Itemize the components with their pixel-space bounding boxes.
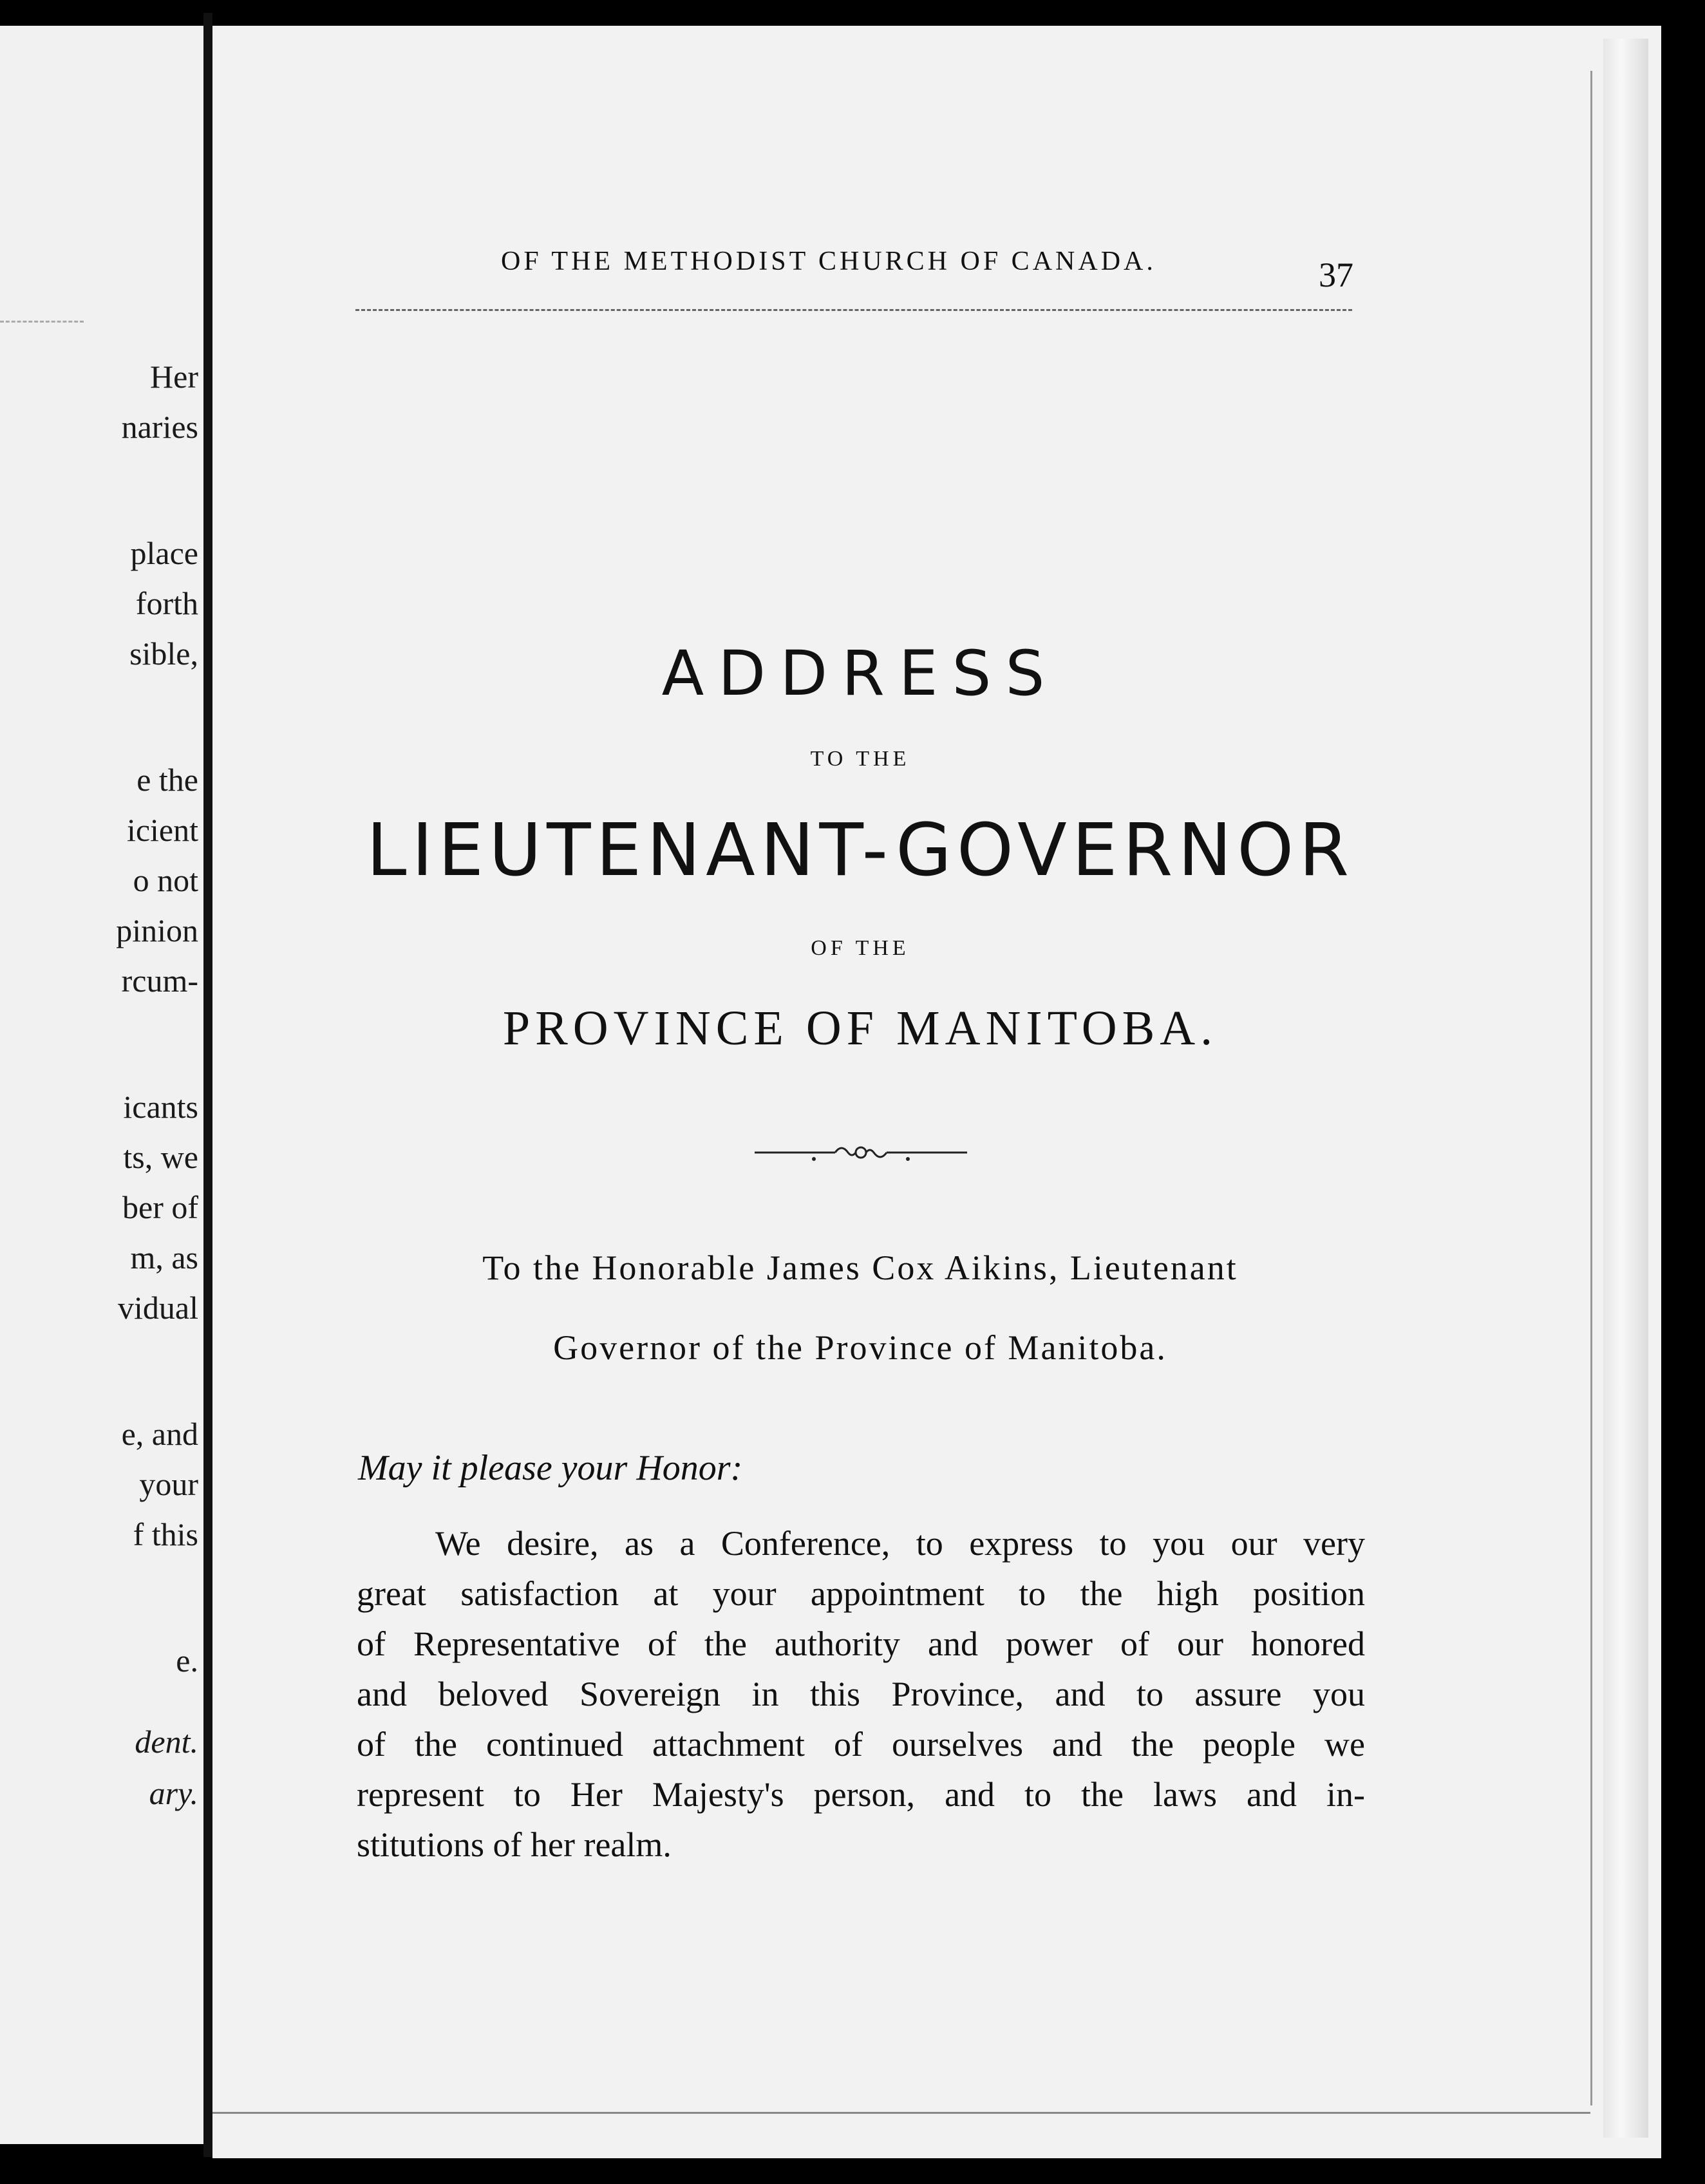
salutation-line: To the Honorable James Cox Aikins, Lieutenant	[482, 1248, 1238, 1287]
ornament-divider	[755, 1141, 967, 1167]
title-to-the: TO THE	[810, 747, 910, 771]
book-gutter	[203, 13, 212, 2157]
left-page-line: vidual	[118, 1290, 198, 1326]
body-line: We desire, as a Conference, to express to you our very	[435, 1524, 1365, 1563]
body-line: of Representative of the authority and power of our honored	[357, 1624, 1365, 1663]
header-rule	[355, 309, 1352, 311]
page-bottom-edge	[212, 2112, 1590, 2114]
left-page-line: e.	[176, 1643, 198, 1679]
body-line: and beloved Sovereign in this Province, and to assure you	[357, 1675, 1365, 1713]
left-page-line: ary.	[149, 1775, 198, 1811]
greeting: May it please your Honor:	[358, 1448, 743, 1488]
page-edge-line	[1590, 71, 1592, 2105]
left-page-line: dent.	[135, 1724, 198, 1760]
left-page-line: forth	[135, 585, 198, 621]
left-page-line: ber of	[122, 1189, 198, 1225]
left-page-line: place	[130, 535, 198, 571]
title-province: PROVINCE OF MANITOBA.	[502, 1001, 1218, 1055]
left-page-line: o not	[133, 862, 198, 898]
title-of-the: OF THE	[811, 936, 910, 960]
body-line: stitutions of her realm.	[357, 1825, 672, 1864]
left-page-line: naries	[121, 409, 198, 445]
left-page-line: e, and	[121, 1416, 198, 1452]
title-address: ADDRESS	[661, 637, 1059, 710]
left-page-line: ts, we	[123, 1139, 198, 1175]
left-page-line: icient	[126, 812, 198, 848]
left-page-line: Her	[150, 359, 198, 395]
title-office: LIEUTENANT-GOVERNOR	[366, 809, 1355, 892]
left-page-line: icants	[123, 1089, 198, 1125]
left-page-line: m, as	[130, 1239, 198, 1276]
salutation-line: Governor of the Province of Manitoba.	[553, 1328, 1167, 1367]
left-page-fragment	[0, 26, 203, 2144]
body-line: of the continued attachment of ourselves and the people we	[357, 1725, 1365, 1764]
body-line: great satisfaction at your appointment to the high position	[357, 1574, 1365, 1613]
left-page-line: f this	[133, 1516, 198, 1552]
body-line: represent to Her Majesty's person, and to the laws and in-	[357, 1775, 1365, 1814]
left-page-line: sible,	[129, 635, 198, 672]
running-head: OF THE METHODIST CHURCH OF CANADA.	[501, 247, 1156, 276]
left-page-line: rcum-	[121, 963, 198, 999]
page-number: 37	[1319, 256, 1353, 294]
left-page-line: e the	[137, 762, 198, 798]
left-page-rule	[0, 321, 84, 323]
left-page-line: pinion	[116, 912, 198, 948]
left-page-line: your	[139, 1466, 198, 1502]
page-edge-stack	[1603, 39, 1648, 2138]
